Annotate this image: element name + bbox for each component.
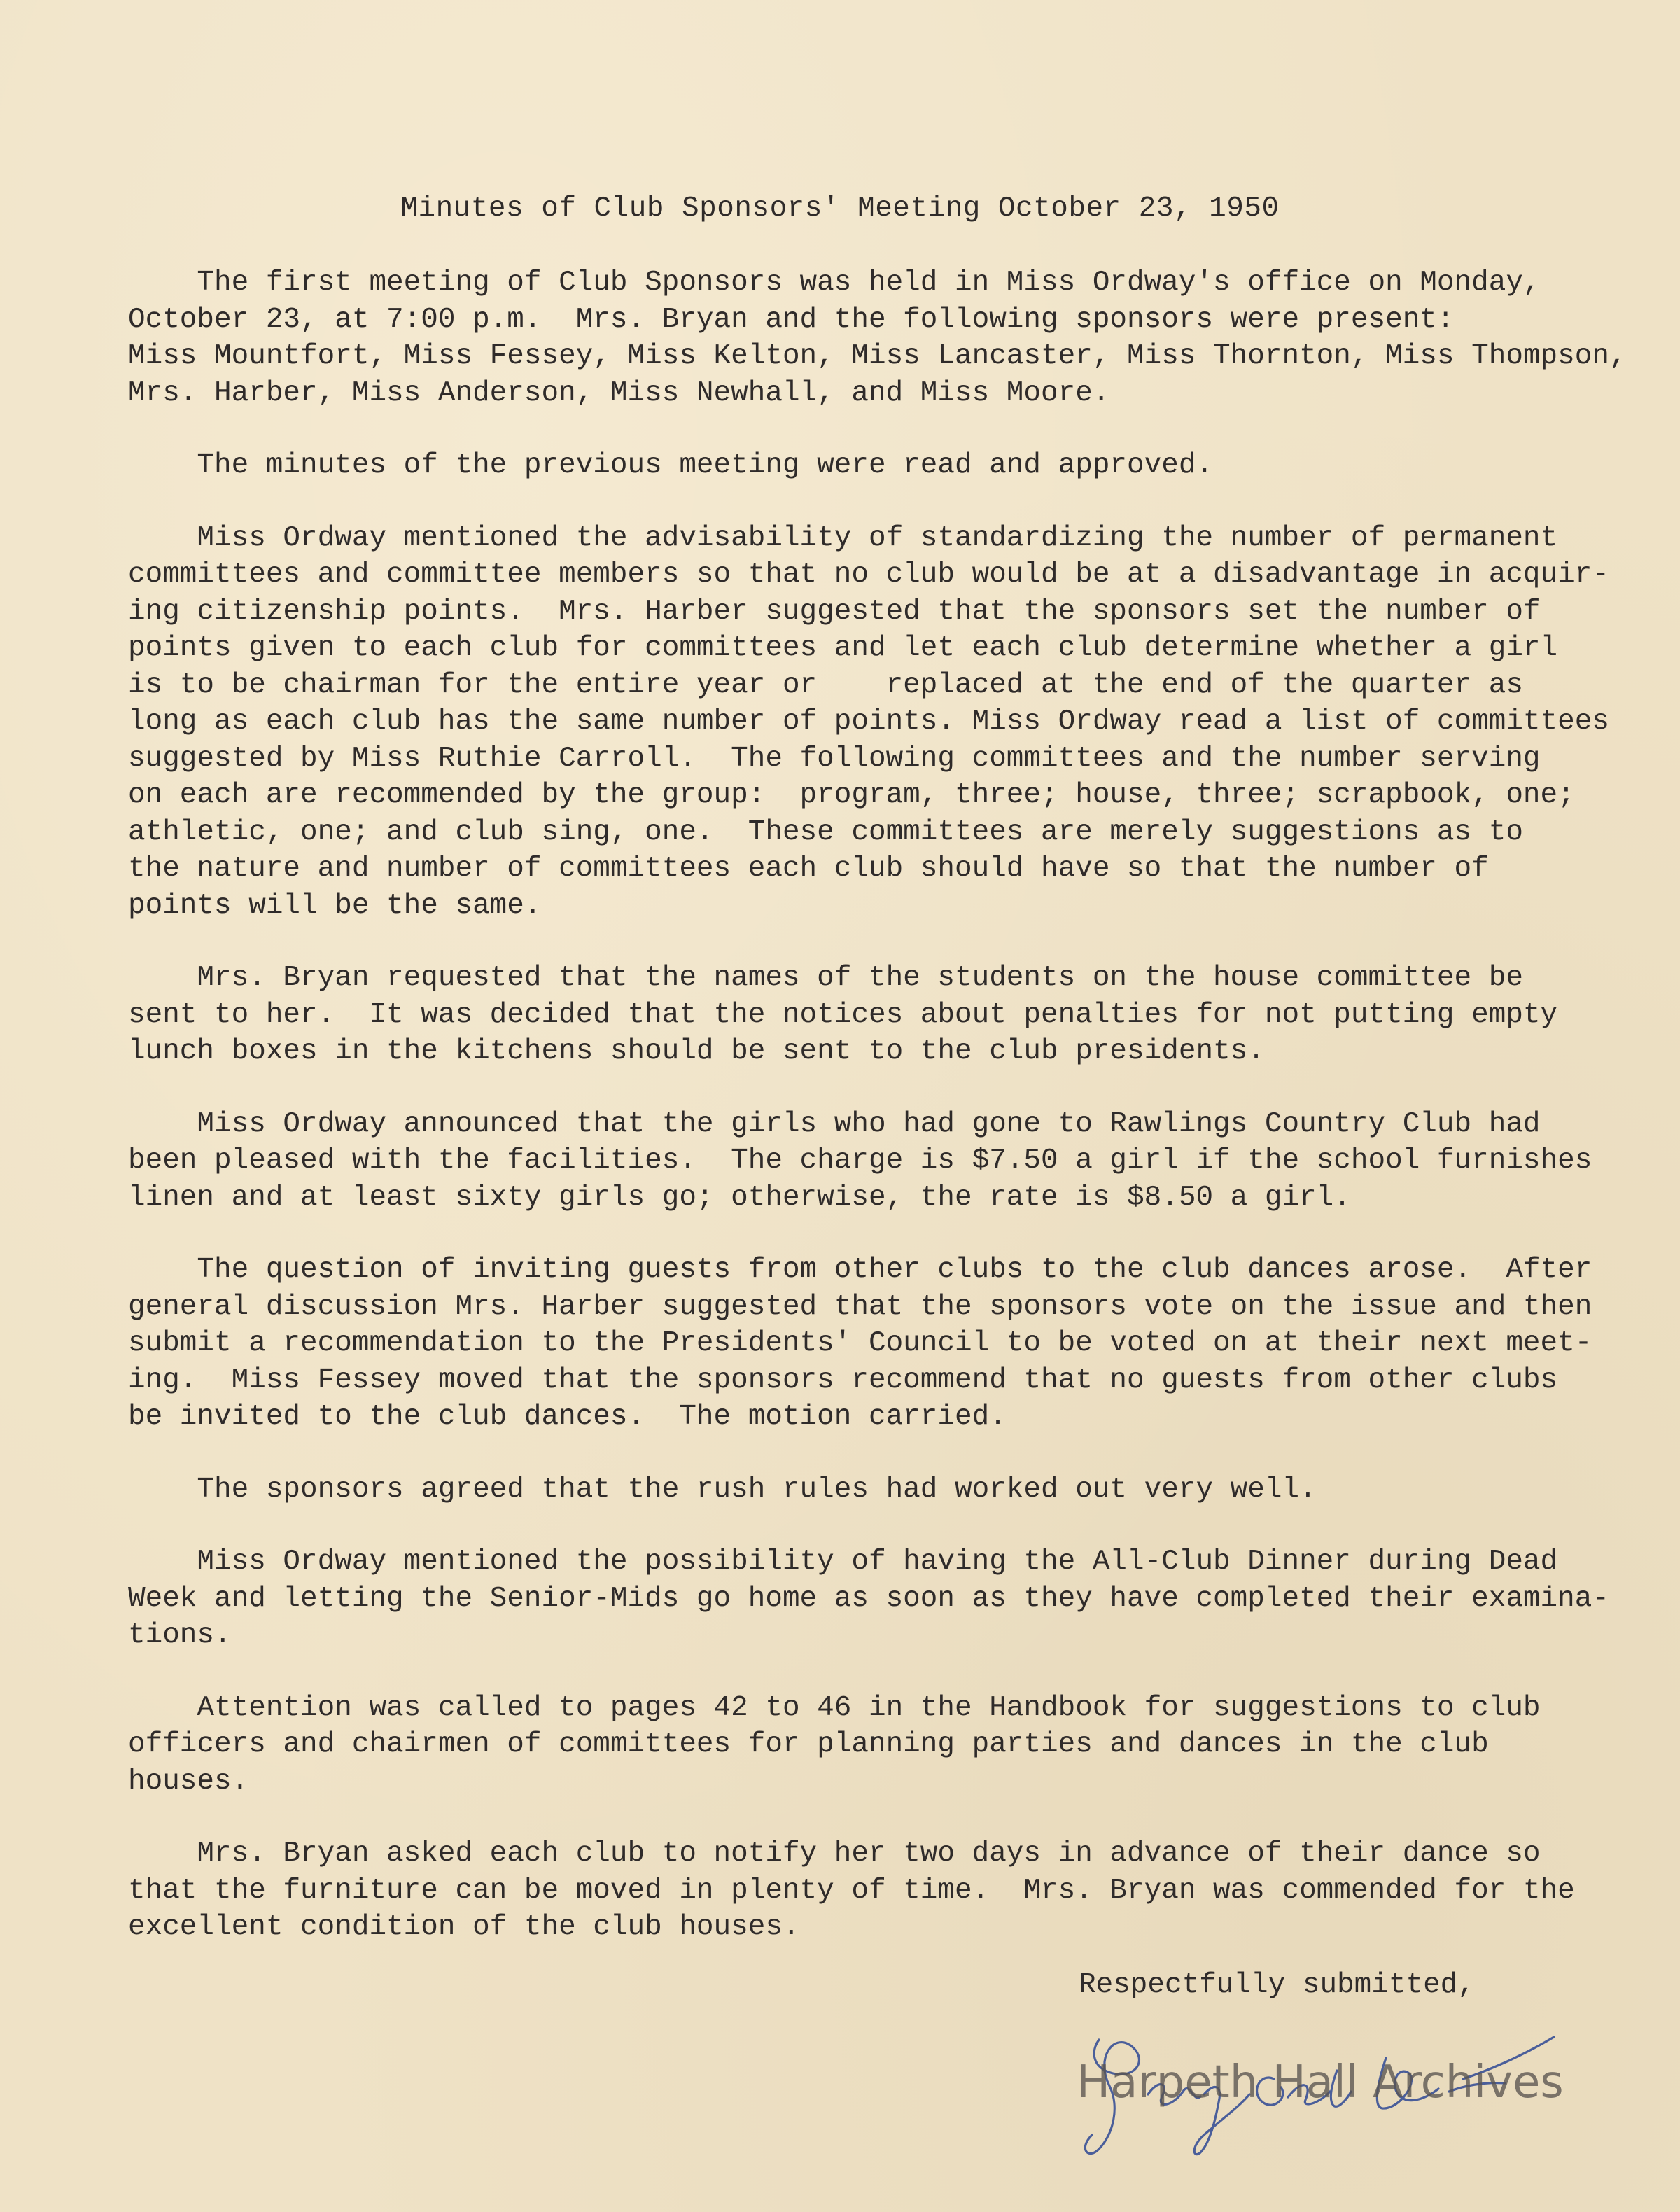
paragraph-handbook [128, 1690, 1640, 1800]
closing-text: Respectfully submitted, [1079, 1969, 1475, 2001]
paragraph-minutes-approved [128, 447, 1640, 484]
text-line: Attention was called to pages 42 to 46 in the Handbook for suggestions to club [128, 1691, 1541, 1724]
paragraph-attendance [128, 265, 1640, 412]
text-line: that the furniture can be moved in plenty of time. Mrs. Bryan was commended for the [128, 1874, 1575, 1907]
text-line: tions. [128, 1619, 232, 1651]
text-line: ing citizenship points. Mrs. Harber suggested that the sponsors set the number of [128, 595, 1541, 628]
paragraph-guests [128, 1252, 1640, 1436]
text-line: long as each club has the same number of points. Miss Ordway read a list of committees [128, 706, 1609, 738]
text-line: Miss Ordway mentioned the possibility of having the All-Club Dinner during Dead [128, 1546, 1558, 1578]
text-line: the nature and number of committees each club should have so that the number of [128, 853, 1489, 885]
text-line: points given to each club for committees and let each club determine whether a girl [128, 632, 1558, 664]
text-line: lunch boxes in the kitchens should be sent to the club presidents. [128, 1035, 1265, 1068]
text-line: suggested by Miss Ruthie Carroll. The following committees and the number serving [128, 742, 1541, 775]
text-line: committees and committee members so that no club would be at a disadvantage in acquir- [128, 559, 1609, 591]
archive-watermark: Harpeth Hall Archives [1077, 2057, 1564, 2108]
text-line: linen and at least sixty girls go; otherwise, the rate is $8.50 a girl. [128, 1181, 1351, 1214]
text-line: Mrs. Harber, Miss Anderson, Miss Newhall, and Miss Moore. [128, 377, 1110, 410]
text-line: athletic, one; and club sing, one. These committees are merely suggestions as to [128, 816, 1523, 848]
paragraph-furniture [128, 1835, 1640, 1946]
text-line: Week and letting the Senior-Mids go home as soon as they have completed their examina- [128, 1582, 1609, 1615]
text-line: Mrs. Bryan requested that the names of the students on the house committee be [128, 962, 1523, 994]
text-line: Miss Mountfort, Miss Fessey, Miss Kelton, Miss Lancaster, Miss Thornton, Miss Thompson, [128, 340, 1627, 372]
text-line: points will be the same. [128, 889, 542, 922]
document-body [128, 265, 1640, 1982]
text-line: officers and chairmen of committees for planning parties and dances in the club [128, 1728, 1489, 1760]
text-line: ing. Miss Fessey moved that the sponsors recommend that no guests from other clubs [128, 1364, 1558, 1396]
text-line: The question of inviting guests from other clubs to the club dances arose. After [128, 1254, 1592, 1286]
text-line: be invited to the club dances. The motion carried. [128, 1401, 1007, 1433]
text-line: The sponsors agreed that the rush rules had worked out very well. [128, 1473, 1317, 1506]
text-line: excellent condition of the club houses. [128, 1911, 800, 1943]
paragraph-committees [128, 520, 1640, 925]
text-line: on each are recommended by the group: program, three; house, three; scrapbook, one; [128, 779, 1575, 811]
text-line: sent to her. It was decided that the notices about penalties for not putting empty [128, 998, 1558, 1031]
paragraph-house-committee [128, 960, 1640, 1070]
paragraph-country-club [128, 1106, 1640, 1217]
text-line: October 23, at 7:00 p.m. Mrs. Bryan and the following sponsors were present: [128, 303, 1455, 336]
text-line: submit a recommendation to the Presidents' Council to be voted on at their next meet- [128, 1327, 1592, 1359]
paragraph-all-club-dinner [128, 1544, 1640, 1654]
text-line: The minutes of the previous meeting were read and approved. [128, 449, 1214, 482]
text-line: is to be chairman for the entire year or replaced at the end of the quarter as [128, 668, 1523, 701]
text-line: Mrs. Bryan asked each club to notify her two days in advance of their dance so [128, 1837, 1541, 1870]
text-line: Miss Ordway announced that the girls who had gone to Rawlings Country Club had [128, 1107, 1541, 1140]
text-line: Miss Ordway mentioned the advisability of standardizing the number of permanent [128, 522, 1558, 554]
paragraph-rush-rules [128, 1471, 1640, 1508]
text-line: been pleased with the facilities. The charge is $7.50 a girl if the school furnishes [128, 1144, 1592, 1177]
document-title: Minutes of Club Sponsors' Meeting October 23, 1950 [400, 192, 1280, 225]
text-line: houses. [128, 1765, 249, 1798]
text-line: general discussion Mrs. Harber suggested that the sponsors vote on the issue and then [128, 1290, 1592, 1323]
text-line: The first meeting of Club Sponsors was held in Miss Ordway's office on Monday, [128, 267, 1541, 299]
